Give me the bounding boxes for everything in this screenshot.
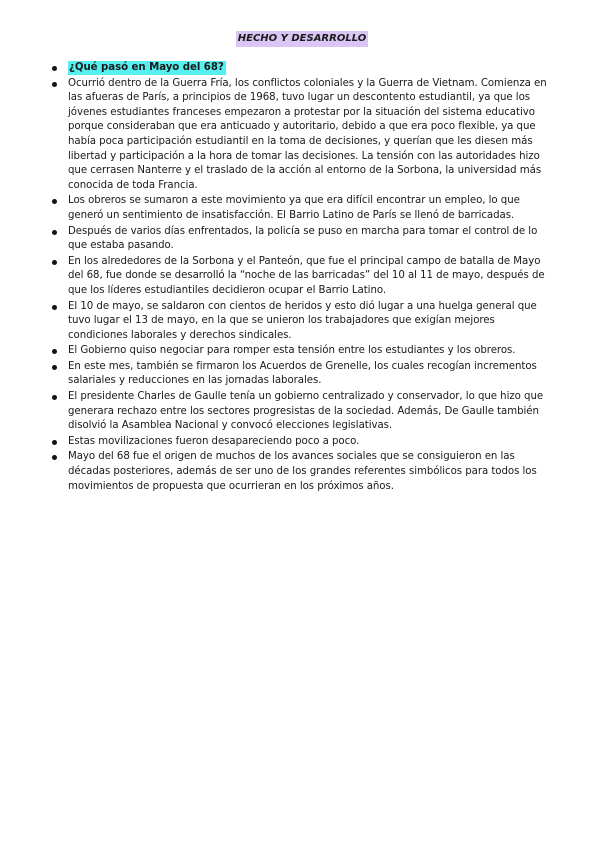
- paragraph-text: Después de varios días enfrentados, la policía se puso en marcha para tomar el control de lo que estaba pasando.: [68, 225, 538, 252]
- paragraph-text: El presidente Charles de Gaulle tenía un gobierno centralizado y conservador, lo que hizo que generara rechazo entre los sectores progresistas de la sociedad. Además, De Gaulle también disolvió la Asamblea Nacional y convocó elecciones legislativas.: [68, 391, 544, 432]
- bullet-dot-icon: [52, 230, 57, 235]
- list-item: [52, 194, 552, 223]
- paragraph-text: Ocurrió dentro de la Guerra Fría, los conflictos coloniales y la Guerra de Vietnam. Comienza en las afueras de París, a principios de 1968, tuvo lugar un descontento estudiantil, ya que los jóvenes estudiantes franceses empezaron a protestar por la situación del sistema educativo porque consideraban que era anticuado y autoritario, debido a que era poco flexible, ya que había poca participación estudiantil en la toma de decisiones, y querían que les diesen más libertad y participación a la hora de tomar las decisiones. La tensión con las autoridades hizo que cerrasen Nanterre y el traslado de la acción al entorno de la Sorbona, la universidad más conocida de toda Francia.: [68, 77, 547, 191]
- list-item: [52, 390, 552, 434]
- paragraph-text: Los obreros se sumaron a este movimiento ya que era difícil encontrar un empleo, lo que generó un sentimiento de insatisfacción. El Barrio Latino de París se llenó de barricadas.: [68, 195, 520, 221]
- document-title: HECHO Y DESARROLLO: [236, 31, 368, 47]
- bullet-dot-icon: [52, 395, 57, 400]
- list-item: [52, 225, 552, 254]
- paragraph-text: El 10 de mayo, se saldaron con cientos de heridos y esto dió lugar a una huelga general que tuvo lugar el 13 de mayo, en la que se unieron los trabajadores que exigían mejores condiciones laborales y derechos sindicales.: [68, 300, 537, 341]
- paragraph-text: En los alrededores de la Sorbona y el Panteón, que fue el principal campo de batalla de Mayo del 68, fue donde se desarrolló la “noche de las barricadas” del 10 al 11 de mayo, después de que los líderes estudiantiles decidieron ocupar el Barrio Latino.: [68, 255, 545, 296]
- bullet-dot-icon: [52, 365, 57, 370]
- bullet-list: [52, 61, 552, 494]
- title-wrap: [52, 28, 552, 47]
- list-item: [52, 360, 552, 389]
- list-item: [52, 77, 552, 194]
- bullet-dot-icon: [52, 305, 57, 310]
- bullet-dot-icon: [52, 66, 57, 71]
- section-question: ¿Qué pasó en Mayo del 68?: [69, 62, 224, 73]
- bullet-dot-icon: [52, 455, 57, 460]
- list-item-question: [52, 61, 552, 76]
- bullet-dot-icon: [52, 199, 57, 204]
- bullet-dot-icon: [52, 260, 57, 265]
- paragraph-text: En este mes, también se firmaron los Acuerdos de Grenelle, los cuales recogían incrementos salariales y reducciones en las jornadas laborales.: [68, 360, 537, 387]
- bullet-dot-icon: [52, 349, 57, 354]
- bullet-dot-icon: [52, 82, 57, 87]
- paragraph-text: El Gobierno quiso negociar para romper esta tensión entre los estudiantes y los obreros.: [68, 345, 516, 357]
- list-item: [52, 435, 552, 450]
- list-item: [52, 344, 552, 359]
- paragraph-text: Mayo del 68 fue el origen de muchos de los avances sociales que se consiguieron en las décadas posteriores, además de ser uno de los grandes referentes simbólicos para todos los movimientos de propuesta que ocurrieran en los próximos años.: [68, 451, 537, 492]
- list-item: [52, 255, 552, 299]
- paragraph-text: Estas movilizaciones fueron desapareciendo poco a poco.: [68, 435, 360, 447]
- list-item: [52, 450, 552, 494]
- bullet-dot-icon: [52, 440, 57, 445]
- list-item: [52, 300, 552, 344]
